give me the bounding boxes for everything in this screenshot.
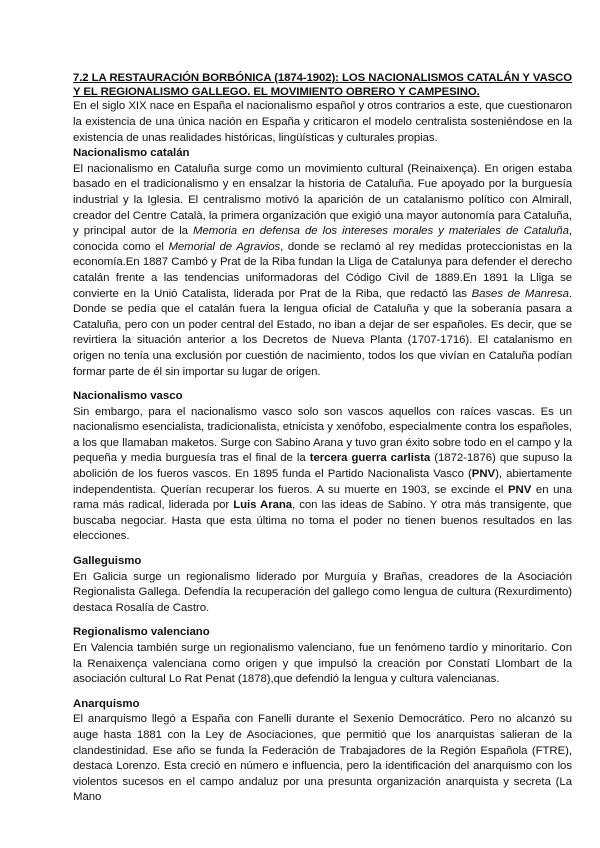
section-paragraph: El anarquismo llegó a España con Fanelli durante el Sexenio Democrático. Pero no alcanzó su auge hasta 1881 con la Ley de Asociaciones, que permitió que los anarquistas salieran de la clandestinidad. Ese año se funda la Federación de Trabajadores de la Región Española (FTRE), destaca Lorenzo. Esta creció en número e influencia, pero la identificación del anarquismo con los violentos sucesos en el campo andaluz por una presunta organización anarquista y secreta (La Mano: [73, 713, 572, 804]
document-section: [73, 554, 572, 616]
section-heading: Regionalismo valenciano: [73, 626, 210, 639]
sections-container: [73, 146, 572, 806]
section-heading: Galleguismo: [73, 555, 142, 568]
section-heading: Anarquismo: [73, 697, 140, 710]
italic-text: Bases de Manresa: [471, 287, 569, 300]
bold-text: PNV: [471, 468, 496, 481]
bold-text: PNV: [508, 483, 532, 496]
section-body: [73, 641, 572, 688]
bold-text: tercera guerra carlista: [309, 452, 431, 465]
section-body: [73, 162, 572, 380]
intro-paragraph: En el siglo XIX nace en España el nacionalismo español y otros contrarios a este, que cuestionaron la existencia de una única nación en España y criticaron el modelo centralista sosteniéndose en la existencia de unas realidades históricas, lingüísticas y culturales propias.: [73, 100, 572, 144]
section-body: [73, 405, 572, 545]
section-heading: Nacionalismo vasco: [73, 390, 183, 403]
section-body: [73, 570, 572, 617]
section-paragraph: En Valencia también surge un regionalismo valenciano, fue un fenómeno tardío y minoritario. Con la Renaixença valenciana como origen y que impulsó la creación por Constatí Llombart de la asociación cultural Lo Rat Penat (1878),que defendió la lengua y cultura valencianas.: [73, 642, 572, 686]
bold-text: Luis Arana: [233, 499, 293, 512]
document-section: [73, 697, 572, 806]
section-paragraph: El nacionalismo en Cataluña surge como un movimiento cultural (Reinaixença). En origen estaba basado en el tradicionalismo y en ensalzar la historia de Cataluña. Fue apoyado por la burguesía industrial y la Iglesia. El centralismo motivó la aparición de un catalanismo político con Almirall, creador del Centre Català, la primera organización que exigió una mayor autonomía para Cataluña, y principal autor de la Memoria en defensa de los intereses morales y materiales de Cataluña, conocida como el Memorial de Agravios, donde se reclamó al rey medidas proteccionistas en la economía.En 1887 Cambó y Prat de la Riba fundan la Lliga de Catalunya para defender el derecho catalán frente a las tendencias uniformadoras del Código Civil de 1889.En 1891 la Lliga se convierte en la Unió Catalista, liderada por Prat de la Riba, que redactó las Bases de Manresa. Donde se pedía que el catalán fuera la lengua oficial de Cataluña y que la soberanía pasara a Cataluña, pero con un poder central del Estado, no iban a dejar de ser españoles. Es decir, que se revirtiera la situación anterior a los Decretos de Nueva Planta (1707-1716). El catalanismo en origen no tenía una exclusión por cuestión de nacimiento, todos los que vivían en Cataluña podían formar parte de él sin importar su lugar de origen.: [73, 162, 572, 378]
section-paragraph: Sin embargo, para el nacionalismo vasco solo son vascos aquellos con raíces vascas. Es un nacionalismo esencialista, tradicionalista, etnicista y xenófobo, especialmente contra los españoles, a los que llamaban maketos. Surge con Sabino Arana y tuvo gran éxito sobre todo en el campo y la pequeña y media burguesía tras el final de la tercera guerra carlista (1872-1876) que supuso la abolición de los fueros vascos. En 1895 funda el Partido Nacionalista Vasco (PNV), abiertamente independentista. Querían recuperar los fueros. A su muerte en 1903, se excinde el PNV en una rama más radical, liderada por Luis Arana, con las ideas de Sabino. Y otra más transigente, que buscaba negociar. Hasta que esta última no toma el poder no tienen buenos resultados en las elecciones.: [73, 405, 573, 543]
document-section: [73, 146, 572, 380]
document-title: 7.2 LA RESTAURACIÓN BORBÓNICA (1874-1902): LOS NACIONALISMOS CATALÁN Y VASCO Y EL REGIONALISMO GALLEGO. EL MOVIMIENTO OBRERO Y CAMPESINO.: [73, 72, 572, 99]
section-paragraph: En Galicia surge un regionalismo liderado por Murguía y Brañas, creadores de la Asociación Regionalista Gallega. Defendía la recuperación del gallego como lengua de cultura (Rexurdimento) destaca Rosalía de Castro.: [73, 570, 572, 614]
section-heading: Nacionalismo catalán: [73, 147, 190, 160]
section-body: [73, 712, 572, 806]
italic-text: Memoria en defensa de los intereses morales y materiales de Cataluña: [193, 225, 569, 238]
document-section: [73, 389, 572, 545]
italic-text: Memorial de Agravios: [168, 240, 281, 253]
document-section: [73, 625, 572, 687]
